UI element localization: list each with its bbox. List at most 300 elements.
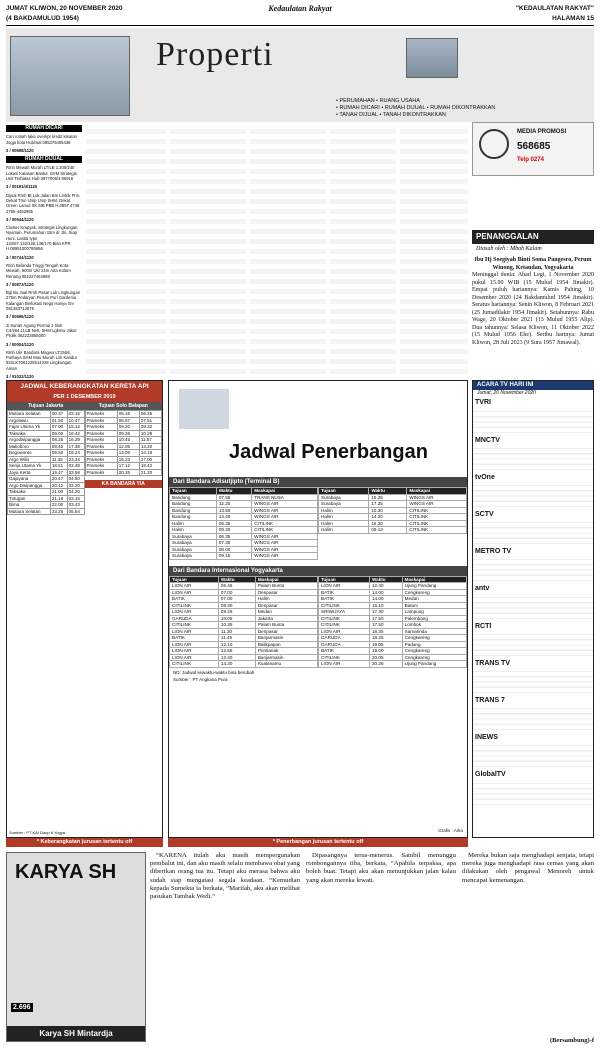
classified-ad: Dijual Rmh Bt Luk Jalan Bm Lintrik Prm. Dekat Tmn Ump Ump SHM. Dekat Green Lanud SK.MB PBB H.0857 4748 2755-4452955 xyxy=(6,192,81,214)
section-title: Properti xyxy=(156,36,274,73)
table-cell: 03.20 xyxy=(67,482,84,489)
table-cell: 14.20 xyxy=(369,514,407,521)
table-cell: WINGS AIR xyxy=(252,501,318,508)
table-cell: GARUDA xyxy=(319,635,370,642)
table-cell: Prameks xyxy=(85,450,117,457)
table-row xyxy=(170,553,318,560)
table-cell: WINGS AIR xyxy=(252,540,318,547)
train-source: Sumber : PT KAI Daop 6 Yogya xyxy=(9,830,65,835)
table-cell: 07.55 xyxy=(216,494,251,501)
table-cell: 11.35 xyxy=(50,456,67,463)
ad-code: 3 / 00873/1120 xyxy=(6,281,34,287)
table-cell: 12.20 xyxy=(216,501,251,508)
classified-column xyxy=(6,124,82,378)
table-cell: 12.40 xyxy=(370,583,403,590)
header-javanese-date: (4 BAKDAMULUD 1954) xyxy=(6,15,79,22)
table-cell: CITILINK xyxy=(319,654,370,661)
table-cell: LION AIR xyxy=(319,628,370,635)
tv-program-list xyxy=(473,667,593,695)
header-paper: "KEDAULATAN RAKYAT" xyxy=(515,5,594,12)
penanggalan-box xyxy=(472,230,594,370)
table-cell: Bandung xyxy=(170,507,217,514)
story-column xyxy=(306,852,456,1046)
table-cell: 08.45 xyxy=(50,443,67,450)
table-cell: Lombok xyxy=(402,622,466,629)
tv-channel-logo: antv xyxy=(475,585,490,593)
table-header-cell: Tujuan xyxy=(170,576,219,583)
section-banner xyxy=(6,28,594,122)
table-cell: 07.00 xyxy=(218,596,255,603)
table-cell: 18.25 xyxy=(370,635,403,642)
table-cell: 05.35 xyxy=(216,520,251,527)
table-cell: 19.47 xyxy=(50,469,67,476)
table-cell: 12.05 xyxy=(117,443,139,450)
table-cell: GARUDA xyxy=(170,615,219,622)
table-cell: 17.00 xyxy=(139,456,161,463)
table-cell: 10.45 xyxy=(117,437,139,444)
ad-code: 4 / 00744/1120 xyxy=(6,254,34,260)
table-cell: Ujung Pandang xyxy=(402,661,466,668)
table-cell: 11.30 xyxy=(218,628,255,635)
table-cell: 02.48 xyxy=(67,463,84,470)
illustration-title: KARYA SH xyxy=(15,861,117,883)
train-table-solo xyxy=(85,410,163,476)
table-cell: 17.50 xyxy=(370,622,403,629)
table-cell: 17.50 xyxy=(370,615,403,622)
table-cell: Banjarmasin xyxy=(255,635,317,642)
table-cell: Halim xyxy=(319,514,369,521)
classified-ad: Cari rumah take overkpr kredit kisaran Jogja kota Hub/wal 085376405438 xyxy=(6,134,77,145)
table-cell: Lampung xyxy=(402,609,466,616)
table-cell: 03.15 xyxy=(67,411,84,418)
classified-ad: Cluster Krapyak, Strategis Lingkungan Nyaman. Perumahan 15m dr Jln. Siap Huni. Lantai type 132/87,132/128,138/170 Bisa KPR H.08991000786666 xyxy=(6,225,78,252)
table-cell: CITILINK xyxy=(407,514,467,521)
table-row xyxy=(85,443,162,450)
penanggalan-dates: Meninggal dunia: Ahad Legi, 1 November 2020 pukul 15.00 WIB (15 Mulud 1954 Jimakir). Empat puluh hariannya: Kamis Pahing, 10 Desember 2020 (24 Bakdamulud 1954 Jimakir). Seratus hariannya: Senin Kliwon, 8 Februari 2021 (25 Jumadilakir 1954 Jimakir). Setahunnya: Rabu Wage, 20 Oktober 2021 (13 Mulud 1955 Alip). Dua tahunnya: Selasa Kliwon, 11 Oktober 2022 (15 Mulud 1956 Ehe). Seribu harinya: Jumat Kliwon, 28 Juli 2023 (9 Sura 1957 Jimawal). xyxy=(472,272,594,346)
tv-program-list xyxy=(473,741,593,769)
table-cell: Palam Bunta xyxy=(255,583,317,590)
table-cell: LION AIR xyxy=(170,654,219,661)
table-cell: 03.15 xyxy=(67,495,84,502)
tv-program-list xyxy=(473,555,593,583)
table-header-cell: Waktu xyxy=(369,488,407,495)
table-header-cell: Tujuan xyxy=(170,488,217,495)
tv-channel-logo: SCTV xyxy=(475,511,494,519)
table-cell: 09.26 xyxy=(117,430,139,437)
column-heading: RUMAH DIJUAL xyxy=(6,156,82,163)
table-cell: CITILINK xyxy=(170,622,219,629)
table-cell: CITILINK xyxy=(252,527,318,534)
classified-column-filler xyxy=(400,124,468,378)
table-cell: Bandung xyxy=(170,514,217,521)
table-cell: WINGS AIR xyxy=(252,546,318,553)
table-cell: 18.51 xyxy=(50,463,67,470)
table-cell: Prameks xyxy=(85,430,117,437)
table-cell: 12.55 xyxy=(218,648,255,655)
flight-footnote: * Penerbangan jurusan tertentu off xyxy=(168,838,468,847)
category-line: • TANAH DIJUAL • TANAH DIKONTRAKKAN xyxy=(336,112,446,118)
table-row xyxy=(170,661,318,668)
table-cell: 20.25 xyxy=(370,661,403,668)
table-cell: CITILINK xyxy=(170,661,219,668)
table-row xyxy=(85,450,162,457)
tv-program-list xyxy=(473,593,593,621)
table-cell: Surabaya xyxy=(319,501,369,508)
table-row xyxy=(85,430,162,437)
table-cell: Bogowonto xyxy=(8,450,51,457)
table-cell: 22.00 xyxy=(50,502,67,509)
table-cell: 00.37 xyxy=(50,411,67,418)
table-cell: 11.57 xyxy=(139,437,161,444)
ad-code: 3 / 00544/1120 xyxy=(6,216,34,222)
table-cell: Jaya Kerta xyxy=(8,469,51,476)
table-cell: 05.15 xyxy=(117,411,139,418)
table-cell: 23.25 xyxy=(50,508,67,515)
story-paragraph: Mereka bukan saja menghadapi senjata, tetapi mereka juga menghadapi rasa cemas yang akan dilakukan oleh pengawal Menoreh untuk mencapai kemenangan. xyxy=(462,852,594,884)
train-schedule xyxy=(6,380,163,838)
table-cell: 15.10 xyxy=(370,602,403,609)
tv-program-list xyxy=(473,704,593,732)
tv-channel-logo: TRANS 7 xyxy=(475,697,505,705)
serial-illustration xyxy=(6,852,146,1042)
table-cell: 14.18 xyxy=(139,450,161,457)
table-cell: Palembang xyxy=(402,615,466,622)
table-cell: 09.32 xyxy=(139,424,161,431)
table-cell: Padang xyxy=(402,641,466,648)
table-cell: WINGS AIR xyxy=(252,514,318,521)
table-cell: Halim xyxy=(319,520,369,527)
table-row xyxy=(85,463,162,470)
flight-schedule xyxy=(168,380,468,838)
table-cell: CITILINK xyxy=(319,622,370,629)
table-cell: 14.30 xyxy=(218,661,255,668)
table-header-cell: Waktu xyxy=(370,576,403,583)
table-cell: Tutugan xyxy=(8,495,51,502)
flight-subheading: Dari Bandara Internasional Yogyakarta xyxy=(169,566,467,576)
table-cell: 04.50 xyxy=(67,476,84,483)
table-row xyxy=(319,527,467,534)
table-cell: 08.30 xyxy=(218,602,255,609)
table-cell: 14.00 xyxy=(370,596,403,603)
table-row xyxy=(85,417,162,424)
table-cell: Balikpapan xyxy=(255,641,317,648)
table-cell: 14.40 xyxy=(216,514,251,521)
table-cell: GARUDA xyxy=(319,641,370,648)
story-paragraph: “KARENA itulah aku masih mempergunakan pembalut ini, dan aku masih selalu membawa obat yang diberikan orang tua itu. Tetapi aku merasa bahwa aku sudah siap mengatasi segala keadaan. “Kemudian kepada Sumekta ia berkata, “Marilah, aku akan melihat pasukan Tambak Wedi.” xyxy=(150,852,300,901)
classified-ad: Bgl Bu Jual Rmh Pasar Luk Lingkungan 275m Pedaryan Perum Puri Gardenia Kalangan Berlokasi Nego Hanya Srv 081383712876 xyxy=(6,290,81,312)
table-cell: 09.30 xyxy=(216,527,251,534)
table-row xyxy=(85,469,162,476)
table-header-cell: Tujuan xyxy=(319,488,369,495)
table-cell: 10.35 xyxy=(218,622,255,629)
table-cell: 07.35 xyxy=(216,540,251,547)
table-cell: BATIK xyxy=(170,635,219,642)
table-cell: 05.54 xyxy=(67,508,84,515)
table-cell: 15.23 xyxy=(117,456,139,463)
story-signoff: (Bersambung)-f xyxy=(549,1037,594,1044)
table-cell: Surabaya xyxy=(170,553,217,560)
category-line: • RUMAH DICARI • RUMAH DIJUAL • RUMAH DIKONTRAKKAN xyxy=(336,105,496,111)
table-cell: CITILINK xyxy=(407,527,467,534)
table-cell: 13.40 xyxy=(218,654,255,661)
table-cell: CITILINK xyxy=(319,615,370,622)
flight-table xyxy=(318,576,467,668)
classified-column-filler xyxy=(170,124,246,378)
table-cell: 10.28 xyxy=(139,430,161,437)
train-subheading-yia: KA BANDARA YIA xyxy=(85,480,163,488)
house-photo-small xyxy=(406,38,458,78)
tv-channel-logo: MNCTV xyxy=(475,436,500,444)
table-cell: Taksaka xyxy=(8,430,51,437)
table-cell: 06.45 xyxy=(218,583,255,590)
table-cell: Mutiara Selatan xyxy=(8,508,51,515)
category-line: • PERUMAHAN • RUANG USAHA xyxy=(336,98,420,104)
classified-column-filler xyxy=(250,124,326,378)
table-cell: Kualanamu xyxy=(255,661,317,668)
table-cell: LION AIR xyxy=(170,609,219,616)
penanggalan-byline: Diasuh oleh : Mbah Kalam xyxy=(476,245,542,252)
table-cell: Jakarta xyxy=(255,615,317,622)
table-cell: BATIK xyxy=(319,596,370,603)
classified-column-filler xyxy=(86,124,166,378)
ad-code: 3 / 00698/1120 xyxy=(6,147,34,153)
table-cell: 17.12 xyxy=(117,463,139,470)
table-cell: Prameks xyxy=(85,469,117,476)
table-cell: Cengkareng xyxy=(402,654,466,661)
airplane-icon xyxy=(179,389,229,429)
table-cell: WINGS AIR xyxy=(252,507,318,514)
table-cell: 07.51 xyxy=(139,417,161,424)
table-cell: TRANS NUSA xyxy=(252,494,318,501)
table-header-cell: Maskapai xyxy=(255,576,317,583)
promo-sub: Telp 0274 xyxy=(517,157,544,163)
table-cell: Denpasar xyxy=(255,589,317,596)
table-cell: 06.35 xyxy=(216,533,251,540)
ad-code: 3 / 00004/1120 xyxy=(6,341,34,347)
table-cell: 17.35 xyxy=(369,501,407,508)
promo-number: 568685 xyxy=(517,141,551,152)
table-cell: LION AIR xyxy=(319,583,370,590)
promo-title: MEDIA PROMOSI xyxy=(517,129,567,135)
table-cell: 13.20 xyxy=(139,443,161,450)
table-cell: 20.47 xyxy=(50,476,67,483)
table-cell: 23.34 xyxy=(67,456,84,463)
penanggalan-heading: PENANGGALAN xyxy=(472,230,594,244)
table-cell: Prameks xyxy=(85,417,117,424)
illustration-caption: Karya SH Mintardja xyxy=(7,1026,145,1041)
classified-ad: Rmh Mewah Murah LT/LB 1.205/240 Lokasi Kalasan Bantul. SHM Strategis. Unit Terbatas Hub 0877005/3 86916 xyxy=(6,165,78,182)
table-row xyxy=(85,424,162,431)
flight-table xyxy=(169,576,318,668)
table-cell: LION AIR xyxy=(170,648,219,655)
table-cell: BATIK xyxy=(170,596,219,603)
table-cell: WINGS AIR xyxy=(407,501,467,508)
table-cell: Denpasar xyxy=(255,628,317,635)
tv-channel-logo: INEWS xyxy=(475,734,498,742)
ad-code: 3 / 00695/1120 xyxy=(6,314,34,320)
table-cell: Samarinda xyxy=(402,628,466,635)
tv-program-list xyxy=(473,630,593,658)
table-cell: 10.47 xyxy=(67,417,84,424)
table-cell: 08.25 xyxy=(50,437,67,444)
flight-table xyxy=(169,487,318,560)
house-photo xyxy=(10,36,130,116)
table-cell: 06.57 xyxy=(117,417,139,424)
table-cell: 09.00 xyxy=(50,430,67,437)
tv-channel-logo: tvOne xyxy=(475,473,495,481)
table-cell: 16.29 xyxy=(67,437,84,444)
table-cell: 15.25 xyxy=(369,494,407,501)
table-cell: 04.20 xyxy=(67,489,84,496)
page-header xyxy=(6,4,594,26)
table-cell: 10.05 xyxy=(218,615,255,622)
table-cell: 13.50 xyxy=(216,507,251,514)
table-cell: CITILINK xyxy=(407,507,467,514)
ad-code: 3 / 01032/1120 xyxy=(6,373,34,378)
table-cell: 09.50 xyxy=(50,450,67,457)
tv-channel-logo: RCTI xyxy=(475,622,492,630)
train-table-jakarta xyxy=(7,410,85,515)
table-cell: 17.30 xyxy=(370,609,403,616)
tv-program-list xyxy=(473,481,593,509)
table-cell: Ujung Pandang xyxy=(402,583,466,590)
train-footnote: * Keberangkatan jurusan tertentu off xyxy=(6,838,163,847)
table-cell: Taksaka xyxy=(8,489,51,496)
flight-title: Jadwal Penerbangan xyxy=(229,441,428,463)
table-cell: 12.10 xyxy=(218,641,255,648)
table-cell: Prameks xyxy=(85,456,117,463)
table-header-cell: Maskapai xyxy=(402,576,466,583)
table-cell: Surabaya xyxy=(170,546,217,553)
table-cell: LION AIR xyxy=(170,589,219,596)
table-cell: 21.00 xyxy=(50,489,67,496)
flight-subheading: Dari Bandara Adisutjipto (Terminal B) xyxy=(169,477,467,487)
table-header-cell: Waktu xyxy=(218,576,255,583)
train-title: JADWAL KEBERANGKATAN KERETA API xyxy=(7,381,162,392)
table-header-cell: Maskapai xyxy=(252,488,318,495)
story-column xyxy=(150,852,300,1046)
table-cell: 03.43 xyxy=(67,502,84,509)
table-cell: 06.25 xyxy=(139,411,161,418)
table-cell: Senja Utama Yk xyxy=(8,463,51,470)
table-cell: CITILINK xyxy=(170,602,219,609)
table-cell: CITILINK xyxy=(407,520,467,527)
table-cell: 03.58 xyxy=(67,469,84,476)
classified-column-filler xyxy=(330,124,396,378)
table-cell: LION AIR xyxy=(319,661,370,668)
table-cell: Halim xyxy=(255,596,317,603)
table-cell: Bima xyxy=(8,502,51,509)
table-cell: 19.05 xyxy=(370,641,403,648)
table-cell: Argolawu xyxy=(8,417,51,424)
table-cell: Surabaya xyxy=(319,494,369,501)
table-cell: Malioboro xyxy=(8,443,51,450)
table-cell: Bandung xyxy=(170,494,217,501)
tv-program-list xyxy=(473,518,593,546)
tv-channel-logo: GlobalTV xyxy=(475,771,506,779)
table-cell: 19.00 xyxy=(370,648,403,655)
table-cell: 16.42 xyxy=(67,430,84,437)
table-cell: Gajayana xyxy=(8,476,51,483)
table-row xyxy=(85,456,162,463)
tv-channel-logo: TVRI xyxy=(475,399,491,407)
penanggalan-person: Ibu Hj Soegiyah Binti Soma Pangesro, Perum Winong, Ketandan, Yogyakarta xyxy=(474,257,592,271)
table-cell: Cengkareng xyxy=(402,648,466,655)
table-cell: LION AIR xyxy=(170,583,219,590)
table-cell: Prameks xyxy=(85,463,117,470)
table-cell: CITILINK xyxy=(252,520,318,527)
train-subheading: Tujuan Solo Balapan xyxy=(85,402,163,410)
table-cell: Banjarmasin xyxy=(255,654,317,661)
table-cell: 15.12 xyxy=(67,424,84,431)
table-header-cell: Waktu xyxy=(216,488,251,495)
table-cell: 09.20 xyxy=(117,424,139,431)
table-row xyxy=(85,411,162,418)
train-subheading: Tujuan Jakarta xyxy=(7,402,85,410)
table-cell: Argodwipangga xyxy=(8,437,51,444)
table-cell: Cengkareng xyxy=(402,635,466,642)
train-subtitle: PER 1 DESEMBER 2019 xyxy=(7,392,162,402)
table-cell: Surabaya xyxy=(170,533,217,540)
header-date: JUMAT KLIWON, 20 NOVEMBER 2020 xyxy=(6,5,123,12)
table-cell: Halim xyxy=(170,520,217,527)
table-cell: Halim xyxy=(170,527,217,534)
table-cell: Palam Bunta xyxy=(255,622,317,629)
tv-channel-logo: METRO TV xyxy=(475,548,512,556)
table-cell: 21.18 xyxy=(50,495,67,502)
table-cell: 20.42 xyxy=(50,482,67,489)
table-cell: Medan xyxy=(402,596,466,603)
flight-source: Sumber : PT Angkasa Pura xyxy=(173,676,228,682)
classified-ad: Rmh Belanda Tinggi Tengah Kota Mewah, 900m Ukr 21m Ada Kolam Renang 082227464988 xyxy=(6,262,71,279)
table-cell: 18.42 xyxy=(139,463,161,470)
flight-graphics-credit: Grafis : Arko xyxy=(438,828,463,833)
table-cell: 18.35 xyxy=(370,628,403,635)
tv-program-list xyxy=(473,444,593,472)
table-row xyxy=(319,661,467,668)
table-cell: Prameks xyxy=(85,443,117,450)
tv-program-list xyxy=(473,779,593,807)
table-cell: SRIWIJAYA xyxy=(319,609,370,616)
table-cell: Halim xyxy=(319,527,369,534)
table-header-cell: Tujuan xyxy=(319,576,370,583)
table-cell: 01.50 xyxy=(50,417,67,424)
table-cell: Surabaya xyxy=(170,540,217,547)
table-cell: 07.00 xyxy=(218,589,255,596)
flight-table xyxy=(318,487,467,534)
episode-number: 2.696 xyxy=(13,1004,31,1011)
penanggalan-body xyxy=(472,255,594,349)
table-cell: 09.25 xyxy=(218,609,255,616)
table-cell: 08.00 xyxy=(216,546,251,553)
table-cell: 13.06 xyxy=(117,450,139,457)
table-cell: 18.24 xyxy=(67,450,84,457)
tv-program-list xyxy=(473,407,593,435)
table-cell: WINGS AIR xyxy=(252,533,318,540)
table-cell: Prameks xyxy=(85,424,117,431)
table-cell: Fajar Utama Yk xyxy=(8,424,51,431)
category-list xyxy=(336,98,495,119)
table-cell: Cengkareng xyxy=(402,589,466,596)
table-cell: 16.30 xyxy=(369,520,407,527)
classified-ad: Rmh Ukr Bandara Magwo LT156m Purbaya SHM Mau Murah Lok Kandur 922LKT081228514328 Lingkungan Aman xyxy=(6,349,77,371)
ad-code: 3 / 00191/4/1120 xyxy=(6,184,38,190)
table-cell: 09.15 xyxy=(216,553,251,560)
table-cell: 14.00 xyxy=(370,589,403,596)
table-cell: 17.38 xyxy=(67,443,84,450)
flight-note: ND: Jadwal sewaktu-waktu bisa berubah xyxy=(173,669,255,675)
table-row xyxy=(8,508,85,515)
